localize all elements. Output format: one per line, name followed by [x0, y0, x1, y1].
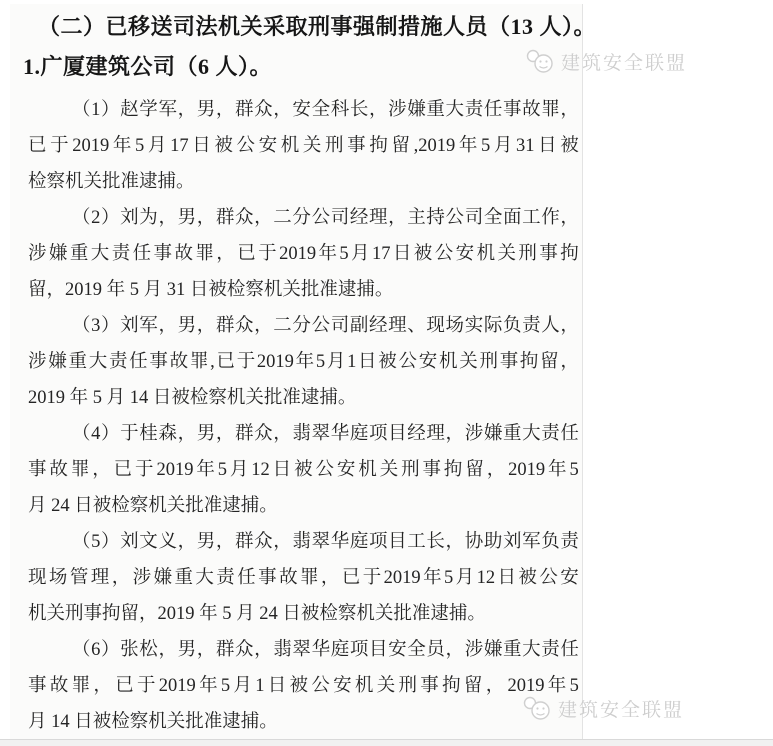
paragraph-line: （ 4 ） 于 桂 森 ， 男 ， 群 众 ， 翡 翠 华 庭 项 目 经 理 ， 涉 嫌 重 大 责 任: [72, 424, 579, 444]
paragraphs: [28, 92, 579, 740]
paragraph-line: 留，2019 年 5 月 31 日被检察机关批准逮捕。: [28, 280, 394, 300]
section-heading: （二）已移送司法机关采取刑事强制措施人员（13 人）。: [38, 14, 597, 39]
paragraph-line: （ 1 ） 赵 学 军 ， 男 ， 群 众 ， 安 全 科 长 ， 涉 嫌 重 大 责 任 事 故 罪 ，: [72, 100, 579, 120]
paragraph-line: 事 故 罪 ， 已 于 2019 年 5 月 12 日 被 公 安 机 关 刑 事 拘 留 ， 2019 年 5: [28, 460, 579, 480]
paragraph: [28, 308, 579, 416]
paragraph: [28, 632, 579, 740]
paragraph: [28, 200, 579, 308]
paragraph-line: 事 故 罪 ， 已 于 2019 年 5 月 1 日 被 公 安 机 关 刑 事 拘 留 ， 2019 年 5: [28, 676, 579, 696]
company-heading: 1.广厦建筑公司（6 人）。: [23, 54, 273, 79]
paragraph: [28, 524, 579, 632]
paragraph-line: （ 3 ） 刘 军 ， 男 ， 群 众 ， 二 分 公 司 副 经 理 、 现 场 实 际 负 责 人 ，: [72, 316, 579, 336]
paragraph-line: （ 6 ） 张 松 ， 男 ， 群 众 ， 翡 翠 华 庭 项 目 安 全 员 ， 涉 嫌 重 大 责 任: [72, 640, 579, 660]
watermark-top: [525, 48, 687, 75]
paragraph-line: 已 于 2019 年 5 月 17 日 被 公 安 机 关 刑 事 拘 留 ,2019 年 5 月 31 日 被: [28, 136, 579, 156]
paragraph-line: 机关刑事拘留，2019 年 5 月 24 日被检察机关批准逮捕。: [28, 604, 486, 624]
watermark-label: 建筑安全联盟: [558, 700, 685, 721]
bottom-divider: [0, 739, 773, 746]
paragraph-line: （ 2 ） 刘 为 ， 男 ， 群 众 ， 二 分 公 司 经 理 ， 主 持 公 司 全 面 工 作 ，: [72, 208, 579, 228]
paragraph: [28, 416, 579, 524]
alliance-logo-icon: [522, 695, 552, 722]
paragraph-line: （ 5 ） 刘 文 义 ， 男 ， 群 众 ， 翡 翠 华 庭 项 目 工 长 ， 协 助 刘 军 负 责: [72, 532, 579, 552]
paragraph-line: 月 14 日被检察机关批准逮捕。: [28, 712, 278, 732]
watermark-label: 建筑安全联盟: [561, 53, 688, 74]
paragraph-line: 涉 嫌 重 大 责 任 事 故 罪 , 已 于 2019 年 5 月 1 日 被 公 安 机 关 刑 事 拘 留 ，: [28, 352, 579, 372]
paragraph-line: 现 场 管 理 ， 涉 嫌 重 大 责 任 事 故 罪 ， 已 于 2019 年 5 月 12 日 被 公 安: [28, 568, 579, 588]
paragraph-line: 2019 年 5 月 14 日被检察机关批准逮捕。: [28, 388, 357, 408]
alliance-logo-icon: [525, 48, 555, 75]
paragraph: [28, 92, 579, 200]
paragraph-line: 涉 嫌 重 大 责 任 事 故 罪 ， 已 于 2019 年 5 月 17 日 被 公 安 机 关 刑 事 拘: [28, 244, 579, 264]
watermark-bottom: [522, 695, 684, 722]
paragraph-line: 检察机关批准逮捕。: [28, 172, 195, 192]
paragraph-line: 月 24 日被检察机关批准逮捕。: [28, 496, 278, 516]
